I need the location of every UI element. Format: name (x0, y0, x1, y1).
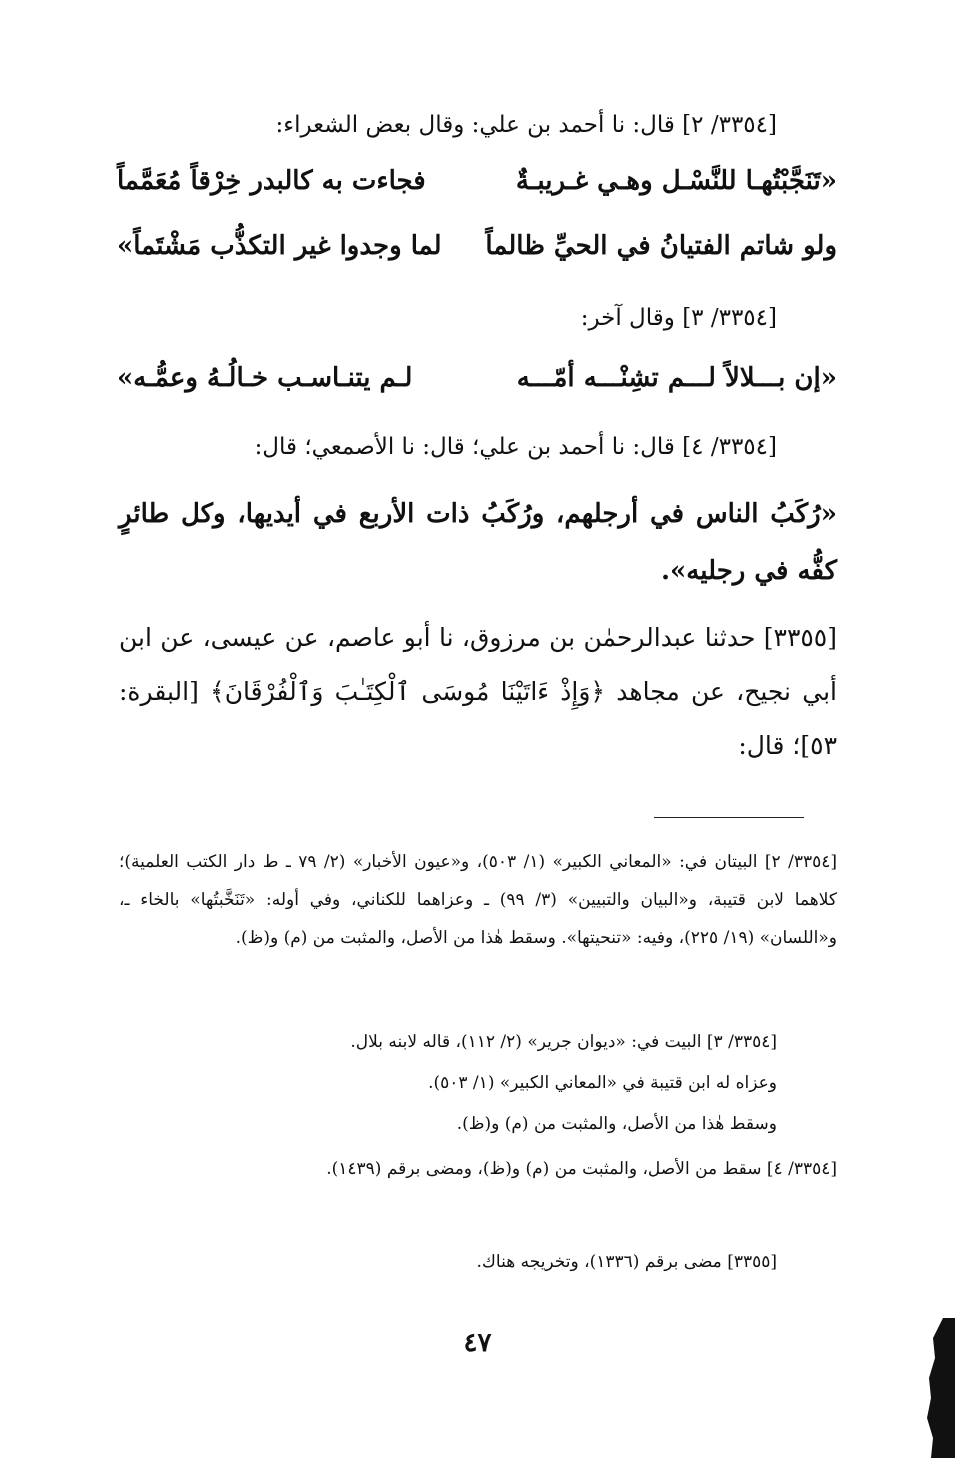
footnote-3354-3-line-1: [٣٣٥٤/ ٣] البيت في: «ديوان جرير» (٢/ ١١٢)، قاله لابنه بلال. (350, 1032, 777, 1052)
verse-hemistich-first: «تَنَجَّبْتُهـا للنَّسْـل وهـي غـريبـةٌ (515, 166, 837, 196)
footnote-3354-4: [٣٣٥٤/ ٤] سقط من الأصل، والمثبت من (م) و(ظ)، ومضى برقم (١٤٣٩). (326, 1159, 837, 1179)
footnote-3355: [٣٣٥٥] مضى برقم (١٣٣٦)، وتخريجه هناك. (476, 1252, 777, 1272)
scan-edge-artifact (925, 1318, 955, 1458)
verse-hemistich-second: لـم يتنـاسـب خـالُـهُ وعمُّـه» (117, 363, 413, 393)
verse-hemistich-first: ولو شاتم الفتيانُ في الحيِّ ظالماً (485, 231, 837, 261)
footnote-3354-3-line-2: وعزاه له ابن قتيبة في «المعاني الكبير» (١/ ٥٠٣). (428, 1073, 777, 1093)
footnote-3354-2: [٣٣٥٤/ ٢] البيتان في: «المعاني الكبير» (١/ ٥٠٣)، و«عيون الأخبار» (٢/ ٧٩ ـ ط دار الكتب العلمية)؛ كلاهما لابن قتيبة، و«البيان والتبيين» (٣/ ٩٩) ـ وعزاهما للكناني، وفي أوله: «تَنَخَّبتُها» بالخاء ـ، و«اللسان» (١٩/ ٢٢٥)، وفيه: «تنحيتها». وسقط هٰذا من الأصل، والمثبت من (م) و(ظ). (119, 852, 837, 948)
verse-line-3 (117, 363, 837, 413)
page-number: ٤٧ (463, 1328, 492, 1358)
hadith-paragraph-3355: [٣٣٥٥] حدثنا عبدالرحمٰن بن مرزوق، نا أبو عاصم، عن عيسى، عن ابن أبي نجيح، عن مجاهد ﴿وَإِذْ ءَاتَيْنَا مُوسَى ٱلْكِتَـٰبَ وَٱلْفُرْقَانَ﴾ [البقرة: ٥٣]؛ قال: (119, 623, 837, 760)
footnote-3354-3-line-3: وسقط هٰذا من الأصل، والمثبت من (م) و(ظ). (456, 1114, 777, 1134)
entry-intro-3354-2: [٣٣٥٤/ ٢] قال: نا أحمد بن علي: وقال بعض الشعراء: (275, 112, 777, 138)
footnote-separator (654, 817, 804, 818)
verse-hemistich-second: فجاءت به كالبدر خِرْقاً مُعَمَّماً (117, 166, 426, 196)
quote-paragraph: «رُكَبُ الناس في أرجلهم، ورُكَبُ ذات الأربع في أيديها، وكل طائرٍ كفُّه في رجليه». (119, 499, 837, 586)
entry-intro-3354-4: [٣٣٥٤/ ٤] قال: نا أحمد بن علي؛ قال: نا الأصمعي؛ قال: (254, 434, 777, 460)
verse-line-1 (117, 166, 837, 216)
verse-hemistich-second: لما وجدوا غير التكذُّب مَشْتَماً» (117, 231, 442, 261)
verse-hemistich-first: «إن بـــلالاً لـــم تشِنْـــه أمّـــه (516, 363, 837, 393)
entry-intro-3354-3: [٣٣٥٤/ ٣] وقال آخر: (580, 305, 777, 331)
verse-line-2 (117, 231, 837, 281)
